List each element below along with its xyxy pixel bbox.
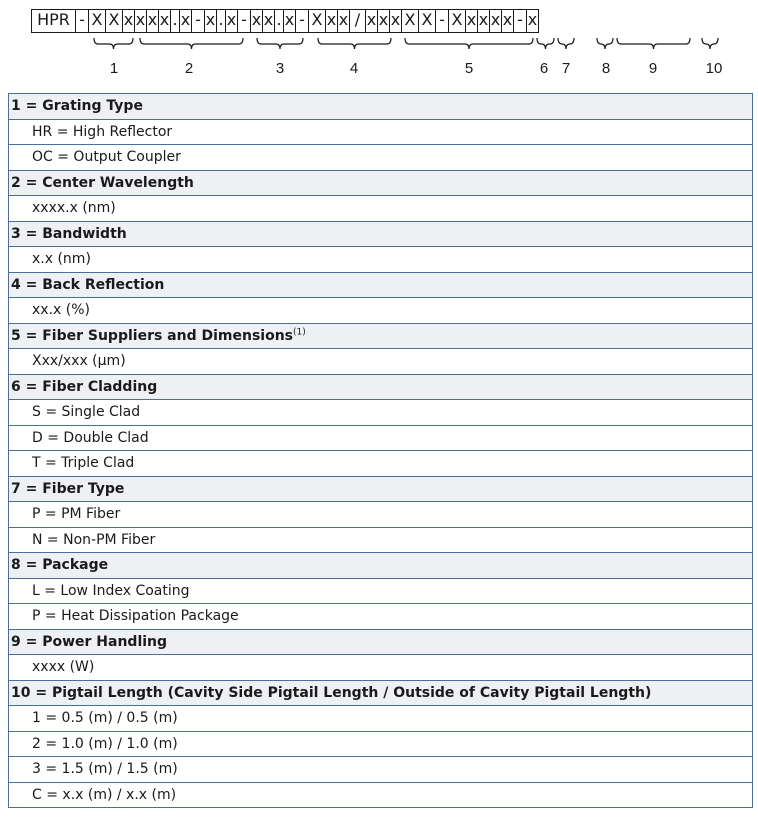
brace-3 [257, 38, 303, 49]
section-header [9, 94, 752, 120]
code-cell: x [477, 10, 489, 32]
brace-2 [140, 38, 243, 49]
code-cell: x [325, 10, 337, 32]
section-title: 4 = Back Reflection [11, 276, 165, 293]
option-row: 1 = 0.5 (m) / 0.5 (m) [9, 706, 752, 732]
footnote-marker: (1) [293, 326, 306, 337]
code-cell: x [225, 10, 237, 32]
code-cell: x [179, 10, 191, 32]
part-number-code [31, 9, 539, 33]
code-cell: X [88, 10, 105, 32]
code-cell: X [308, 10, 325, 32]
section-header [9, 681, 752, 707]
code-cell: x [122, 10, 134, 32]
code-cell: x [262, 10, 274, 32]
code-cell: x [365, 10, 377, 32]
option-row: P = PM Fiber [9, 502, 752, 528]
field-number-10: 10 [705, 60, 723, 77]
code-cell: x [489, 10, 501, 32]
code-cell: x [204, 10, 216, 32]
code-cell: - [75, 10, 88, 32]
code-cell: x [377, 10, 389, 32]
section-title: 9 = Power Handling [11, 633, 168, 650]
option-row: Xxx/xxx (µm) [9, 349, 752, 375]
section-header [9, 171, 752, 197]
brace-9 [617, 38, 690, 49]
section-header [9, 553, 752, 579]
option-row: N = Non-PM Fiber [9, 528, 752, 554]
section-header [9, 630, 752, 656]
section-title: 8 = Package [11, 557, 109, 573]
code-cell: . [274, 10, 283, 32]
code-cell: - [513, 10, 526, 32]
field-number-3: 3 [275, 60, 285, 77]
section-title: 6 = Fiber Cladding [11, 378, 158, 395]
brace-4 [318, 38, 391, 49]
option-row: D = Double Clad [9, 426, 752, 452]
code-cell: - [435, 10, 448, 32]
code-cell: X [418, 10, 435, 32]
code-cell: x [158, 10, 170, 32]
section-header [9, 477, 752, 503]
brace-8 [597, 38, 613, 49]
code-cell: - [237, 10, 250, 32]
code-cell: x [283, 10, 295, 32]
option-row: xxxx.x (nm) [9, 196, 752, 222]
option-row: OC = Output Coupler [9, 145, 752, 171]
brace-10 [702, 38, 718, 49]
code-cell: x [501, 10, 513, 32]
field-number-5: 5 [464, 60, 474, 77]
section-title: 3 = Bandwidth [11, 225, 127, 242]
field-braces [0, 36, 758, 56]
option-row: xx.x (%) [9, 298, 752, 324]
field-number-2: 2 [184, 60, 194, 77]
code-cell: x [389, 10, 401, 32]
code-cell: . [216, 10, 225, 32]
field-number-9: 9 [648, 60, 658, 77]
code-cell: x [250, 10, 262, 32]
option-row: xxxx (W) [9, 655, 752, 681]
code-cell: X [105, 10, 122, 32]
section-header [9, 324, 752, 350]
section-title: 10 = Pigtail Length (Cavity Side Pigtail Length / Outside of Cavity Pigtail Length) [11, 684, 652, 701]
field-number-6: 6 [539, 60, 549, 77]
section-title: 2 = Center Wavelength [11, 174, 194, 191]
option-row: HR = High Reflector [9, 120, 752, 146]
brace-5 [405, 38, 533, 49]
field-number-1: 1 [109, 60, 119, 77]
code-cell: X [448, 10, 465, 32]
field-number-8: 8 [601, 60, 611, 77]
code-cell: x [465, 10, 477, 32]
code-cell: - [295, 10, 308, 32]
code-cell: x [146, 10, 158, 32]
field-number-7: 7 [561, 60, 571, 77]
code-cell: HPR [37, 10, 70, 29]
brace-1 [94, 38, 133, 49]
code-cell: x [134, 10, 146, 32]
option-row: S = Single Clad [9, 400, 752, 426]
option-row: L = Low Index Coating [9, 579, 752, 605]
option-row: 3 = 1.5 (m) / 1.5 (m) [9, 757, 752, 783]
code-cell: / [349, 10, 365, 32]
ordering-table [8, 93, 753, 808]
code-cell: x [337, 10, 349, 32]
option-row: x.x (nm) [9, 247, 752, 273]
brace-6 [537, 38, 554, 49]
code-cell: - [191, 10, 204, 32]
code-cell: . [170, 10, 179, 32]
section-header [9, 273, 752, 299]
brace-7 [558, 38, 574, 49]
option-row: 2 = 1.0 (m) / 1.0 (m) [9, 732, 752, 758]
field-number-4: 4 [349, 60, 359, 77]
option-row: C = x.x (m) / x.x (m) [9, 783, 752, 809]
section-title: 7 = Fiber Type [11, 480, 125, 497]
section-title: 5 = Fiber Suppliers and Dimensions [11, 327, 294, 344]
code-cell: x [526, 10, 538, 32]
section-header [9, 222, 752, 248]
section-header [9, 375, 752, 401]
code-cell: X [401, 10, 418, 32]
option-row: T = Triple Clad [9, 451, 752, 477]
section-title: 1 = Grating Type [11, 98, 143, 114]
option-row: P = Heat Dissipation Package [9, 604, 752, 630]
